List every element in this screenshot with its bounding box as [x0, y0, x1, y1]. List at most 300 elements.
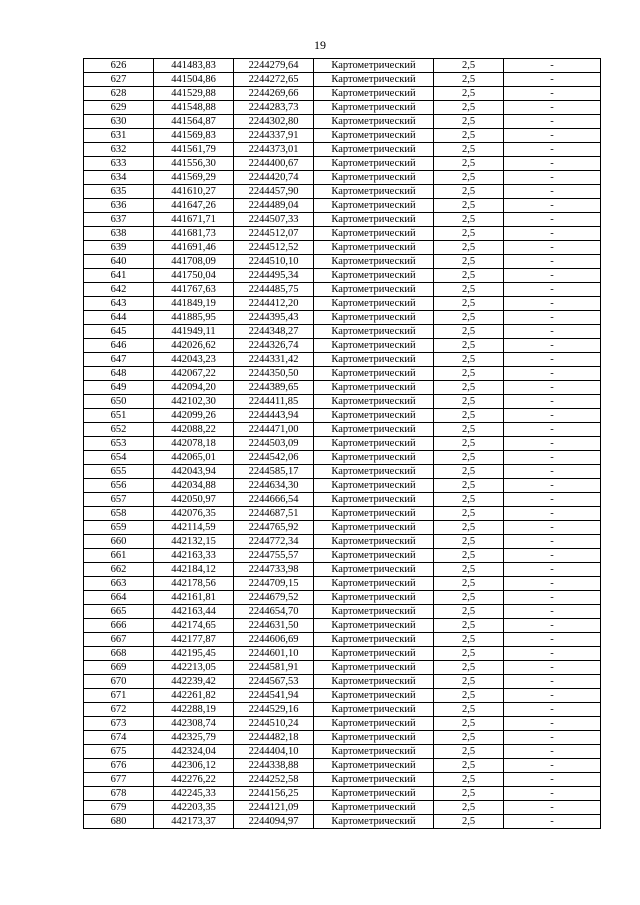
method-cell: Картометрический [314, 171, 434, 185]
method-cell: Картометрический [314, 647, 434, 661]
point-number-cell: 668 [84, 647, 154, 661]
x-coordinate-cell: 442043,23 [154, 353, 234, 367]
accuracy-cell: 2,5 [434, 451, 504, 465]
accuracy-cell: 2,5 [434, 549, 504, 563]
point-number-cell: 650 [84, 395, 154, 409]
table-row [84, 381, 601, 395]
x-coordinate-cell: 442034,88 [154, 479, 234, 493]
y-coordinate-cell: 2244400,67 [234, 157, 314, 171]
accuracy-cell: 2,5 [434, 325, 504, 339]
description-cell: - [504, 759, 601, 773]
method-cell: Картометрический [314, 409, 434, 423]
table-row [84, 605, 601, 619]
description-cell: - [504, 143, 601, 157]
table-row [84, 717, 601, 731]
accuracy-cell: 2,5 [434, 59, 504, 73]
accuracy-cell: 2,5 [434, 115, 504, 129]
method-cell: Картометрический [314, 437, 434, 451]
point-number-cell: 637 [84, 213, 154, 227]
accuracy-cell: 2,5 [434, 577, 504, 591]
accuracy-cell: 2,5 [434, 395, 504, 409]
accuracy-cell: 2,5 [434, 213, 504, 227]
y-coordinate-cell: 2244302,80 [234, 115, 314, 129]
table-row [84, 325, 601, 339]
point-number-cell: 659 [84, 521, 154, 535]
point-number-cell: 665 [84, 605, 154, 619]
point-number-cell: 647 [84, 353, 154, 367]
method-cell: Картометрический [314, 633, 434, 647]
accuracy-cell: 2,5 [434, 563, 504, 577]
table-row [84, 339, 601, 353]
description-cell: - [504, 423, 601, 437]
x-coordinate-cell: 441504,86 [154, 73, 234, 87]
accuracy-cell: 2,5 [434, 423, 504, 437]
table-row [84, 563, 601, 577]
description-cell: - [504, 689, 601, 703]
accuracy-cell: 2,5 [434, 493, 504, 507]
x-coordinate-cell: 442245,33 [154, 787, 234, 801]
method-cell: Картометрический [314, 227, 434, 241]
point-number-cell: 644 [84, 311, 154, 325]
page-number: 19 [314, 38, 326, 52]
y-coordinate-cell: 2244121,09 [234, 801, 314, 815]
point-number-cell: 666 [84, 619, 154, 633]
x-coordinate-cell: 441556,30 [154, 157, 234, 171]
description-cell: - [504, 675, 601, 689]
y-coordinate-cell: 2244666,54 [234, 493, 314, 507]
description-cell: - [504, 311, 601, 325]
x-coordinate-cell: 442213,05 [154, 661, 234, 675]
point-number-cell: 673 [84, 717, 154, 731]
description-cell: - [504, 171, 601, 185]
accuracy-cell: 2,5 [434, 507, 504, 521]
description-cell: - [504, 227, 601, 241]
accuracy-cell: 2,5 [434, 535, 504, 549]
accuracy-cell: 2,5 [434, 297, 504, 311]
x-coordinate-cell: 441548,88 [154, 101, 234, 115]
table-row [84, 815, 601, 829]
y-coordinate-cell: 2244338,88 [234, 759, 314, 773]
accuracy-cell: 2,5 [434, 353, 504, 367]
x-coordinate-cell: 441767,63 [154, 283, 234, 297]
method-cell: Картометрический [314, 605, 434, 619]
accuracy-cell: 2,5 [434, 101, 504, 115]
description-cell: - [504, 815, 601, 829]
point-number-cell: 639 [84, 241, 154, 255]
y-coordinate-cell: 2244541,94 [234, 689, 314, 703]
x-coordinate-cell: 441671,71 [154, 213, 234, 227]
description-cell: - [504, 115, 601, 129]
description-cell: - [504, 703, 601, 717]
point-number-cell: 658 [84, 507, 154, 521]
description-cell: - [504, 493, 601, 507]
table-row [84, 185, 601, 199]
y-coordinate-cell: 2244269,66 [234, 87, 314, 101]
y-coordinate-cell: 2244765,92 [234, 521, 314, 535]
accuracy-cell: 2,5 [434, 759, 504, 773]
x-coordinate-cell: 442276,22 [154, 773, 234, 787]
description-cell: - [504, 87, 601, 101]
table-row [84, 647, 601, 661]
y-coordinate-cell: 2244581,91 [234, 661, 314, 675]
method-cell: Картометрический [314, 801, 434, 815]
table-row [84, 241, 601, 255]
coordinates-table-body [84, 59, 601, 829]
table-row [84, 297, 601, 311]
table-row [84, 101, 601, 115]
point-number-cell: 667 [84, 633, 154, 647]
accuracy-cell: 2,5 [434, 773, 504, 787]
method-cell: Картометрический [314, 521, 434, 535]
accuracy-cell: 2,5 [434, 605, 504, 619]
y-coordinate-cell: 2244503,09 [234, 437, 314, 451]
x-coordinate-cell: 441885,95 [154, 311, 234, 325]
description-cell: - [504, 549, 601, 563]
method-cell: Картометрический [314, 577, 434, 591]
y-coordinate-cell: 2244542,06 [234, 451, 314, 465]
accuracy-cell: 2,5 [434, 129, 504, 143]
table-row [84, 423, 601, 437]
method-cell: Картометрический [314, 703, 434, 717]
x-coordinate-cell: 442288,19 [154, 703, 234, 717]
table-row [84, 311, 601, 325]
description-cell: - [504, 577, 601, 591]
table-row [84, 787, 601, 801]
point-number-cell: 649 [84, 381, 154, 395]
accuracy-cell: 2,5 [434, 87, 504, 101]
y-coordinate-cell: 2244331,42 [234, 353, 314, 367]
table-row [84, 465, 601, 479]
table-row [84, 353, 601, 367]
y-coordinate-cell: 2244606,69 [234, 633, 314, 647]
description-cell: - [504, 465, 601, 479]
x-coordinate-cell: 442324,04 [154, 745, 234, 759]
x-coordinate-cell: 442161,81 [154, 591, 234, 605]
method-cell: Картометрический [314, 143, 434, 157]
y-coordinate-cell: 2244507,33 [234, 213, 314, 227]
table-row [84, 255, 601, 269]
description-cell: - [504, 297, 601, 311]
method-cell: Картометрический [314, 73, 434, 87]
method-cell: Картометрический [314, 549, 434, 563]
description-cell: - [504, 101, 601, 115]
table-row [84, 87, 601, 101]
method-cell: Картометрический [314, 87, 434, 101]
accuracy-cell: 2,5 [434, 339, 504, 353]
accuracy-cell: 2,5 [434, 269, 504, 283]
accuracy-cell: 2,5 [434, 787, 504, 801]
point-number-cell: 669 [84, 661, 154, 675]
table-row [84, 59, 601, 73]
x-coordinate-cell: 441681,73 [154, 227, 234, 241]
table-row [84, 115, 601, 129]
table-row [84, 801, 601, 815]
accuracy-cell: 2,5 [434, 661, 504, 675]
x-coordinate-cell: 442163,33 [154, 549, 234, 563]
table-row [84, 143, 601, 157]
point-number-cell: 651 [84, 409, 154, 423]
description-cell: - [504, 731, 601, 745]
description-cell: - [504, 59, 601, 73]
description-cell: - [504, 157, 601, 171]
x-coordinate-cell: 442094,20 [154, 381, 234, 395]
point-number-cell: 648 [84, 367, 154, 381]
x-coordinate-cell: 441750,04 [154, 269, 234, 283]
point-number-cell: 643 [84, 297, 154, 311]
table-row [84, 675, 601, 689]
y-coordinate-cell: 2244283,73 [234, 101, 314, 115]
point-number-cell: 661 [84, 549, 154, 563]
description-cell: - [504, 507, 601, 521]
x-coordinate-cell: 442325,79 [154, 731, 234, 745]
point-number-cell: 631 [84, 129, 154, 143]
x-coordinate-cell: 442026,62 [154, 339, 234, 353]
y-coordinate-cell: 2244395,43 [234, 311, 314, 325]
accuracy-cell: 2,5 [434, 283, 504, 297]
point-number-cell: 645 [84, 325, 154, 339]
accuracy-cell: 2,5 [434, 73, 504, 87]
method-cell: Картометрический [314, 311, 434, 325]
method-cell: Картометрический [314, 213, 434, 227]
accuracy-cell: 2,5 [434, 815, 504, 829]
point-number-cell: 632 [84, 143, 154, 157]
x-coordinate-cell: 442088,22 [154, 423, 234, 437]
y-coordinate-cell: 2244373,01 [234, 143, 314, 157]
accuracy-cell: 2,5 [434, 521, 504, 535]
table-row [84, 745, 601, 759]
x-coordinate-cell: 442067,22 [154, 367, 234, 381]
description-cell: - [504, 619, 601, 633]
y-coordinate-cell: 2244279,64 [234, 59, 314, 73]
y-coordinate-cell: 2244412,20 [234, 297, 314, 311]
method-cell: Картометрический [314, 535, 434, 549]
x-coordinate-cell: 442184,12 [154, 563, 234, 577]
table-row [84, 549, 601, 563]
method-cell: Картометрический [314, 395, 434, 409]
point-number-cell: 680 [84, 815, 154, 829]
point-number-cell: 634 [84, 171, 154, 185]
table-row [84, 591, 601, 605]
method-cell: Картометрический [314, 283, 434, 297]
point-number-cell: 635 [84, 185, 154, 199]
x-coordinate-cell: 442114,59 [154, 521, 234, 535]
description-cell: - [504, 185, 601, 199]
accuracy-cell: 2,5 [434, 367, 504, 381]
x-coordinate-cell: 441708,09 [154, 255, 234, 269]
y-coordinate-cell: 2244471,00 [234, 423, 314, 437]
point-number-cell: 628 [84, 87, 154, 101]
table-row [84, 437, 601, 451]
accuracy-cell: 2,5 [434, 311, 504, 325]
method-cell: Картометрический [314, 675, 434, 689]
y-coordinate-cell: 2244348,27 [234, 325, 314, 339]
table-row [84, 395, 601, 409]
coordinates-table [83, 58, 601, 829]
accuracy-cell: 2,5 [434, 479, 504, 493]
method-cell: Картометрический [314, 59, 434, 73]
y-coordinate-cell: 2244094,97 [234, 815, 314, 829]
description-cell: - [504, 647, 601, 661]
y-coordinate-cell: 2244510,24 [234, 717, 314, 731]
accuracy-cell: 2,5 [434, 703, 504, 717]
x-coordinate-cell: 441610,27 [154, 185, 234, 199]
table-row [84, 269, 601, 283]
x-coordinate-cell: 441569,29 [154, 171, 234, 185]
method-cell: Картометрический [314, 689, 434, 703]
method-cell: Картометрический [314, 493, 434, 507]
y-coordinate-cell: 2244443,94 [234, 409, 314, 423]
accuracy-cell: 2,5 [434, 185, 504, 199]
description-cell: - [504, 283, 601, 297]
method-cell: Картометрический [314, 129, 434, 143]
table-row [84, 731, 601, 745]
y-coordinate-cell: 2244156,25 [234, 787, 314, 801]
accuracy-cell: 2,5 [434, 171, 504, 185]
table-row [84, 661, 601, 675]
y-coordinate-cell: 2244654,70 [234, 605, 314, 619]
point-number-cell: 627 [84, 73, 154, 87]
point-number-cell: 656 [84, 479, 154, 493]
method-cell: Картометрический [314, 353, 434, 367]
point-number-cell: 653 [84, 437, 154, 451]
y-coordinate-cell: 2244733,98 [234, 563, 314, 577]
method-cell: Картометрический [314, 661, 434, 675]
x-coordinate-cell: 442239,42 [154, 675, 234, 689]
method-cell: Картометрический [314, 815, 434, 829]
table-row [84, 479, 601, 493]
y-coordinate-cell: 2244755,57 [234, 549, 314, 563]
x-coordinate-cell: 442308,74 [154, 717, 234, 731]
description-cell: - [504, 381, 601, 395]
description-cell: - [504, 367, 601, 381]
method-cell: Картометрический [314, 101, 434, 115]
description-cell: - [504, 717, 601, 731]
description-cell: - [504, 535, 601, 549]
table-row [84, 535, 601, 549]
point-number-cell: 640 [84, 255, 154, 269]
point-number-cell: 678 [84, 787, 154, 801]
table-row [84, 507, 601, 521]
table-row [84, 689, 601, 703]
accuracy-cell: 2,5 [434, 619, 504, 633]
table-row [84, 199, 601, 213]
x-coordinate-cell: 442195,45 [154, 647, 234, 661]
method-cell: Картометрический [314, 745, 434, 759]
description-cell: - [504, 73, 601, 87]
description-cell: - [504, 129, 601, 143]
accuracy-cell: 2,5 [434, 157, 504, 171]
x-coordinate-cell: 441949,11 [154, 325, 234, 339]
table-row [84, 521, 601, 535]
y-coordinate-cell: 2244337,91 [234, 129, 314, 143]
accuracy-cell: 2,5 [434, 731, 504, 745]
x-coordinate-cell: 442065,01 [154, 451, 234, 465]
description-cell: - [504, 801, 601, 815]
accuracy-cell: 2,5 [434, 675, 504, 689]
description-cell: - [504, 409, 601, 423]
y-coordinate-cell: 2244252,58 [234, 773, 314, 787]
method-cell: Картометрический [314, 619, 434, 633]
method-cell: Картометрический [314, 241, 434, 255]
point-number-cell: 646 [84, 339, 154, 353]
table-row [84, 171, 601, 185]
point-number-cell: 641 [84, 269, 154, 283]
point-number-cell: 677 [84, 773, 154, 787]
description-cell: - [504, 633, 601, 647]
y-coordinate-cell: 2244567,53 [234, 675, 314, 689]
table-row [84, 451, 601, 465]
description-cell: - [504, 563, 601, 577]
y-coordinate-cell: 2244709,15 [234, 577, 314, 591]
accuracy-cell: 2,5 [434, 437, 504, 451]
description-cell: - [504, 213, 601, 227]
x-coordinate-cell: 442132,15 [154, 535, 234, 549]
point-number-cell: 674 [84, 731, 154, 745]
y-coordinate-cell: 2244457,90 [234, 185, 314, 199]
table-row [84, 367, 601, 381]
x-coordinate-cell: 442177,87 [154, 633, 234, 647]
method-cell: Картометрический [314, 451, 434, 465]
description-cell: - [504, 773, 601, 787]
x-coordinate-cell: 442203,35 [154, 801, 234, 815]
accuracy-cell: 2,5 [434, 633, 504, 647]
table-row [84, 283, 601, 297]
y-coordinate-cell: 2244772,34 [234, 535, 314, 549]
point-number-cell: 662 [84, 563, 154, 577]
method-cell: Картометрический [314, 787, 434, 801]
point-number-cell: 633 [84, 157, 154, 171]
x-coordinate-cell: 442173,37 [154, 815, 234, 829]
description-cell: - [504, 255, 601, 269]
accuracy-cell: 2,5 [434, 255, 504, 269]
method-cell: Картометрический [314, 269, 434, 283]
x-coordinate-cell: 441647,26 [154, 199, 234, 213]
y-coordinate-cell: 2244512,52 [234, 241, 314, 255]
point-number-cell: 654 [84, 451, 154, 465]
y-coordinate-cell: 2244411,85 [234, 395, 314, 409]
point-number-cell: 672 [84, 703, 154, 717]
point-number-cell: 642 [84, 283, 154, 297]
x-coordinate-cell: 442102,30 [154, 395, 234, 409]
y-coordinate-cell: 2244485,75 [234, 283, 314, 297]
y-coordinate-cell: 2244687,51 [234, 507, 314, 521]
method-cell: Картометрический [314, 255, 434, 269]
y-coordinate-cell: 2244326,74 [234, 339, 314, 353]
point-number-cell: 675 [84, 745, 154, 759]
description-cell: - [504, 745, 601, 759]
description-cell: - [504, 661, 601, 675]
method-cell: Картометрический [314, 339, 434, 353]
description-cell: - [504, 199, 601, 213]
table-row [84, 759, 601, 773]
method-cell: Картометрический [314, 423, 434, 437]
x-coordinate-cell: 442174,65 [154, 619, 234, 633]
y-coordinate-cell: 2244495,34 [234, 269, 314, 283]
x-coordinate-cell: 441569,83 [154, 129, 234, 143]
method-cell: Картометрический [314, 563, 434, 577]
method-cell: Картометрический [314, 479, 434, 493]
method-cell: Картометрический [314, 199, 434, 213]
description-cell: - [504, 787, 601, 801]
description-cell: - [504, 241, 601, 255]
x-coordinate-cell: 442163,44 [154, 605, 234, 619]
y-coordinate-cell: 2244272,65 [234, 73, 314, 87]
x-coordinate-cell: 441483,83 [154, 59, 234, 73]
description-cell: - [504, 605, 601, 619]
accuracy-cell: 2,5 [434, 647, 504, 661]
description-cell: - [504, 325, 601, 339]
point-number-cell: 626 [84, 59, 154, 73]
